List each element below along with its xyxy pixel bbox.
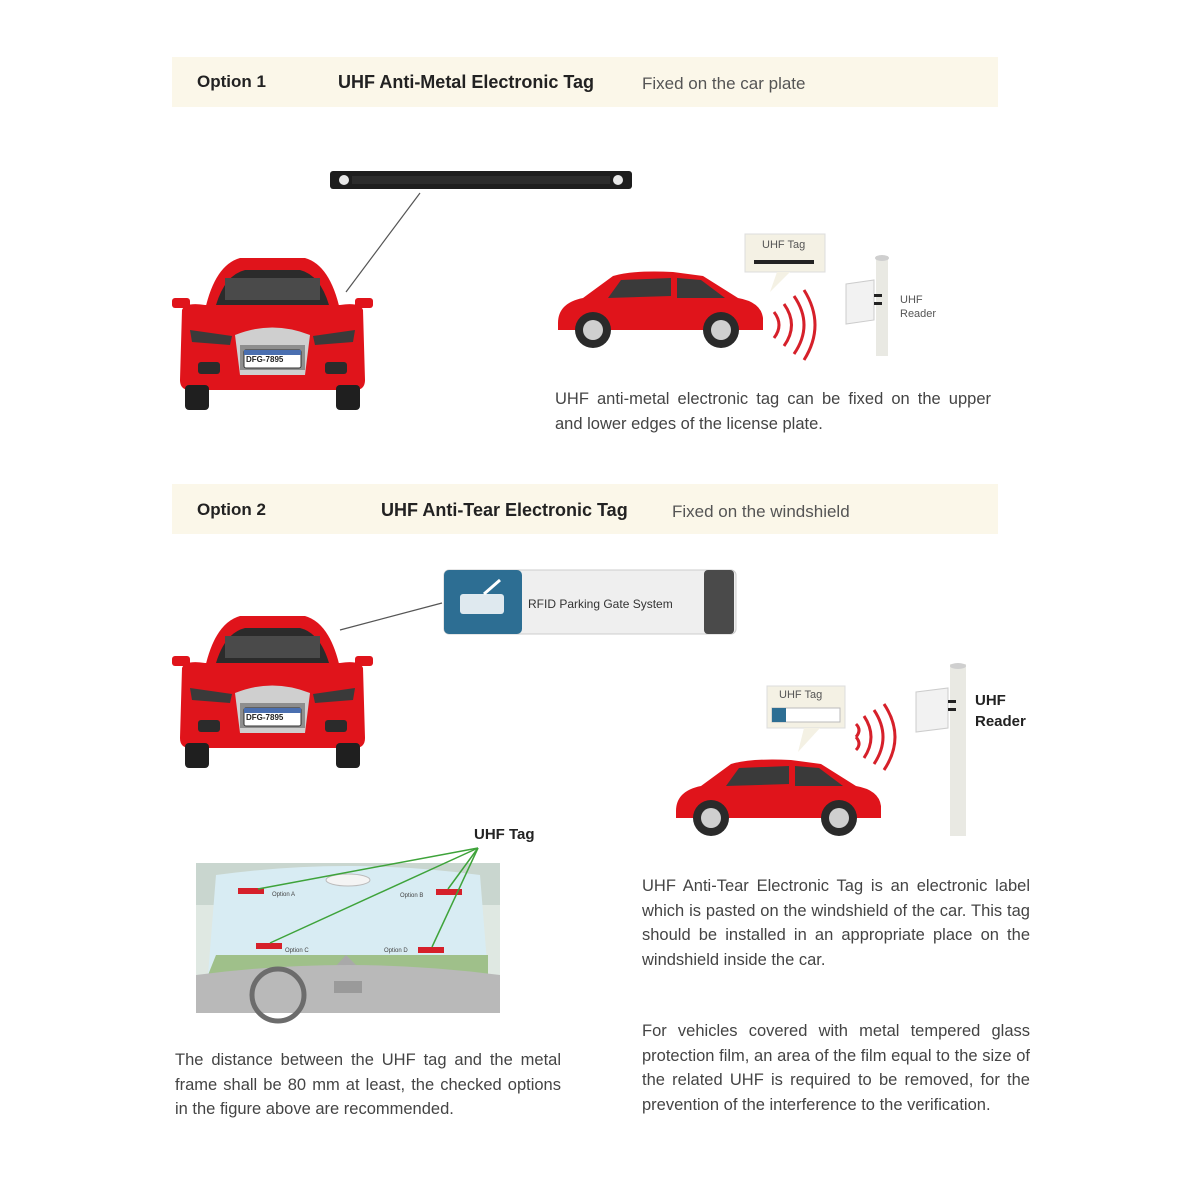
reader-label-option2-line2: Reader xyxy=(975,713,1026,730)
reader-label-option2 xyxy=(975,690,1026,732)
plate-text-option2: DFG-7895 xyxy=(246,713,284,722)
option2-title: UHF Anti-Tear Electronic Tag xyxy=(381,500,628,520)
option2-label: Option 2 xyxy=(197,500,266,519)
reader-label-option2-line1: UHF xyxy=(975,692,1006,709)
windshield-diagram xyxy=(196,845,500,1015)
option2-description-2: For vehicles covered with metal tempered glass protection film, an area of the film equal to the size of the related UHF is required to be removed, for the prevention of the interference to the verification. xyxy=(642,1022,1030,1114)
front-car-option2-illustration xyxy=(170,608,375,773)
windshield-option-d: Option D xyxy=(384,948,408,954)
option1-title: UHF Anti-Metal Electronic Tag xyxy=(338,72,595,92)
reader-label-option1-line2: Reader xyxy=(900,308,937,320)
option2-subtitle: Fixed on the windshield xyxy=(672,502,850,521)
option1-description: UHF anti-metal electronic tag can be fixed on the upper and lower edges of the license plate. xyxy=(555,390,991,433)
windshield-option-c: Option C xyxy=(285,948,309,954)
uhf-reader-option2-illustration xyxy=(912,660,972,838)
option2-description-1: UHF Anti-Tear Electronic Tag is an electronic label which is pasted on the windshield of the car. This tag should be installed in an appropriate place on the windshield inside the car. xyxy=(642,877,1030,969)
distance-note: The distance between the UHF tag and the metal frame shall be 80 mm at least, the checked options in the figure above are recommended. xyxy=(175,1051,561,1118)
sticker-text: RFID Parking Gate System xyxy=(528,597,673,611)
reader-label-option1-line1: UHF xyxy=(900,294,923,306)
windshield-uhf-tag-label: UHF Tag xyxy=(474,826,535,843)
windshield-option-a: Option A xyxy=(272,892,296,898)
callout-tag-label-option1: UHF Tag xyxy=(762,239,806,251)
plate-text-option1: DFG-7895 xyxy=(246,355,284,364)
option1-subtitle: Fixed on the car plate xyxy=(642,74,806,93)
side-car-option2-illustration xyxy=(671,756,891,841)
windshield-option-b: Option B xyxy=(400,893,424,899)
callout-tag-label-option2: UHF Tag xyxy=(779,689,823,701)
option1-label: Option 1 xyxy=(197,72,266,91)
